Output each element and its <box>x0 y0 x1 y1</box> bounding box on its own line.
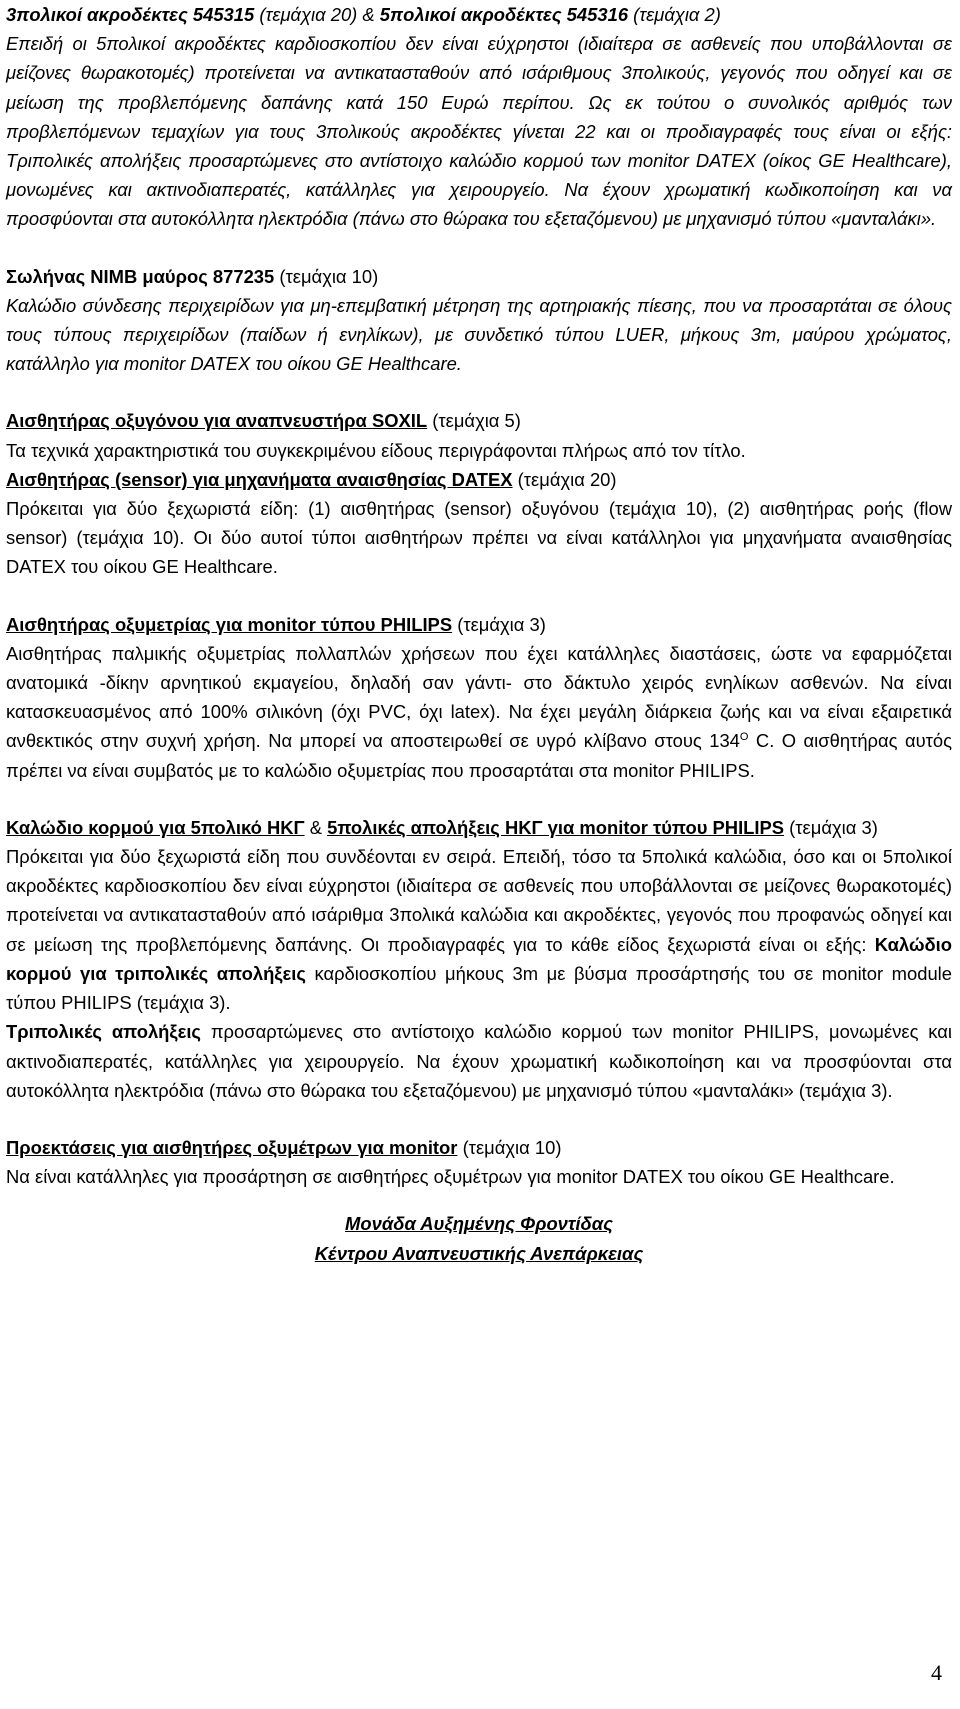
signature-block <box>6 1209 952 1267</box>
heading-normal: (τεμάχια 5) <box>427 410 521 432</box>
heading-normal: (τεμάχια 3) <box>784 816 878 838</box>
section-heading <box>6 262 952 291</box>
degree-superscript: O <box>739 731 749 744</box>
section-body: Αισθητήρας παλμικής οξυμετρίας πολλαπλών χρήσεων που έχει κατάλληλες διαστάσεις, ώστε να εφαρμόζεται ανατομικά -δίκην αρνητικού εκμαγείου, δηλαδή σαν γάντι- στο δάκτυλο χειρός ενηλίκων ασθενών. Να είναι κατασκευασμένος από 100% σιλικόνη (όχι PVC, όχι latex). Να έχει μεγάλη διάρκεια ζωής και να είναι εξαιρετικά ανθεκτικός στην συχνή χρήση. Να μπορεί να αποστειρωθεί σε υγρό κλίβανο στους $134^O$ C. Ο αισθητήρας αυτός πρέπει να είναι συμβατός με το καλώδιο οξυμετρίας που προσαρτάται στα monitor PHILIPS. <box>6 642 952 781</box>
heading-bold: Σωλήνας NIMB μαύρος 877235 <box>6 265 275 287</box>
section-heading <box>6 1133 952 1162</box>
section-sensor-datex <box>6 465 952 582</box>
heading-normal: (τεμάχια 10) <box>457 1136 562 1158</box>
section-body: Καλώδιο σύνδεσης περιχειρίδων για μη-επεμβατική μέτρηση της αρτηριακής πίεσης, που να προσαρτάται σε όλους τους τύπους περιχειρίδων (παίδων ή ενηλίκων), με συνδετικό τύπου LUER, μήκους 3m, μαύρου χρώματος, κατάλληλο για monitor DATEX του οίκου GE Healthcare. <box>6 294 952 375</box>
heading-normal: (τεμάχια 10) <box>274 265 379 287</box>
section-oxygen-sensor-soxil <box>6 406 952 464</box>
heading-bold: Αισθητήρας (sensor) για μηχανήματα αναισθησίας DATEX <box>6 468 513 490</box>
heading-bold: Αισθητήρας οξυγόνου για αναπνευστήρα SOXIL <box>6 410 428 432</box>
heading-bold: Αισθητήρας οξυμετρίας για monitor τύπου PHILIPS <box>6 613 453 635</box>
heading-normal: (τεμάχια 20) <box>512 468 617 490</box>
heading-bold: 3πολικοί ακροδέκτες 545315 <box>6 4 255 25</box>
section-heading <box>6 0 952 29</box>
section-heading <box>6 610 952 639</box>
heading-bold: 5πολικές απολήξεις ΗΚΓ για monitor τύπου PHILIPS <box>327 816 785 838</box>
heading-normal: (τεμάχια 3) <box>452 613 546 635</box>
section-body: Επειδή οι 5πολικοί ακροδέκτες καρδιοσκοπίου δεν είναι εύχρηστοι (ιδιαίτερα σε ασθενείς που υποβάλλονται σε μείζονες θωρακοτομές) προτείνεται να αντικατασταθούν από ισάριθμους 3πολικούς, γεγονός που οδηγεί και σε μείωση της προβλεπόμενης δαπάνης κατά 150 Ευρώ περίπου. Ως εκ τούτου ο συνολικός αριθμός των προβλεπόμενων τεμαχίων για τους 3πολικούς ακροδέκτες γίνεται 22 και οι προδιαγραφές τους είναι οι εξής: Τριπολικές απολήξεις προσαρτώμενες στο αντίστοιχο καλώδιο κορμού των monitor DATEX (οίκος GE Healthcare), μονωμένες και ακτινοδιαπερατές, κατάλληλες για χειρουργείο. Να έχουν χρωματική κωδικοποίηση και να προσφύονται στα αυτοκόλλητα ηλεκτρόδια (πάνω στο θώρακα του εξεταζόμενου) με μηχανισμό τύπου «μανταλάκι». <box>6 33 952 230</box>
section-body: Πρόκειται για δύο ξεχωριστά είδη που συνδέονται εν σειρά. Επειδή, τόσο τα 5πολικά καλώδια, όσο και οι 5πολικοί ακροδέκτες καρδιοσκοπίου δεν είναι εύχρηστοι (ιδιαίτερα σε ασθενείς που υποβάλλονται σε μείζονες θωρακοτομές) προτείνεται να αντικατασταθούν από ισάριθμα 3πολικά καλώδια και ακροδέκτες, γεγονός που προφανώς οδηγεί και σε μείωση της προβλεπόμενης δαπάνης. Οι προδιαγραφές για το κάθε είδος ξεχωριστά είναι οι εξής: Καλώδιο κορμού για τριπολικές απολήξεις καρδιοσκοπίου μήκους 3m με βύσμα προσάρτησής του σε monitor module τύπου PHILIPS (τεμάχια 3). <box>6 846 952 1014</box>
heading-bold: 5πολικοί ακροδέκτες 545316 <box>379 4 629 25</box>
section-body: Να είναι κατάλληλες για προσάρτηση σε αισθητήρες οξυμέτρων για monitor DATEX του οίκου GE Healthcare. <box>6 1166 895 1188</box>
signature-line-2: Κέντρου Αναπνευστικής Ανεπάρκειας <box>314 1242 644 1264</box>
section-trunk-cable-philips <box>6 813 952 1105</box>
heading-normal: (τεμάχια 20) & <box>254 4 380 25</box>
section-heading <box>6 813 952 842</box>
page-number: 4 <box>931 1660 942 1685</box>
document-page <box>6 0 952 1268</box>
signature-line-1: Μονάδα Αυξημένης Φροντίδας <box>345 1213 613 1235</box>
heading-bold: Καλώδιο κορμού για 5πολικό ΗΚΓ <box>6 816 305 838</box>
inline-bold: Τριπολικές απολήξεις <box>6 1021 201 1043</box>
heading-bold: Προεκτάσεις για αισθητήρες οξυμέτρων για monitor <box>6 1136 458 1158</box>
section-heading <box>6 406 952 435</box>
inline-bold: Καλώδιο κορμού για τριπολικές απολήξεις <box>6 933 952 984</box>
section-oximetry-sensor-philips <box>6 610 952 785</box>
section-ecg-electrodes-datex <box>6 0 952 234</box>
section-oximeter-extensions <box>6 1133 952 1191</box>
section-body: Πρόκειται για δύο ξεχωριστά είδη: (1) αισθητήρας (sensor) οξυγόνου (τεμάχια 10), (2) αισθητήρας ροής (flow sensor) (τεμάχια 10). Οι δύο αυτοί τύποι αισθητήρων πρέπει να είναι κατάλληλοι για μηχανήματα αναισθησίας DATEX του οίκου GE Healthcare. <box>6 498 952 578</box>
section-heading <box>6 465 952 494</box>
section-nimb-tube <box>6 262 952 379</box>
heading-normal: (τεμάχια 2) <box>628 4 721 25</box>
heading-normal: & <box>304 816 328 838</box>
section-body-2: Τριπολικές απολήξεις προσαρτώμενες στο αντίστοιχο καλώδιο κορμού των monitor PHILIPS, μονωμένες και ακτινοδιαπερατές, κατάλληλες για χειρουργείο. Να έχουν χρωματική κωδικοποίηση και να προσφύονται στα αυτοκόλλητα ηλεκτρόδια (πάνω στο θώρακα του εξεταζόμενου) με μηχανισμό τύπου «μανταλάκι» (τεμάχια 3). <box>6 1021 952 1101</box>
section-body: Τα τεχνικά χαρακτηριστικά του συγκεκριμένου είδους περιγράφονται πλήρως από τον τίτλο. <box>6 439 746 461</box>
